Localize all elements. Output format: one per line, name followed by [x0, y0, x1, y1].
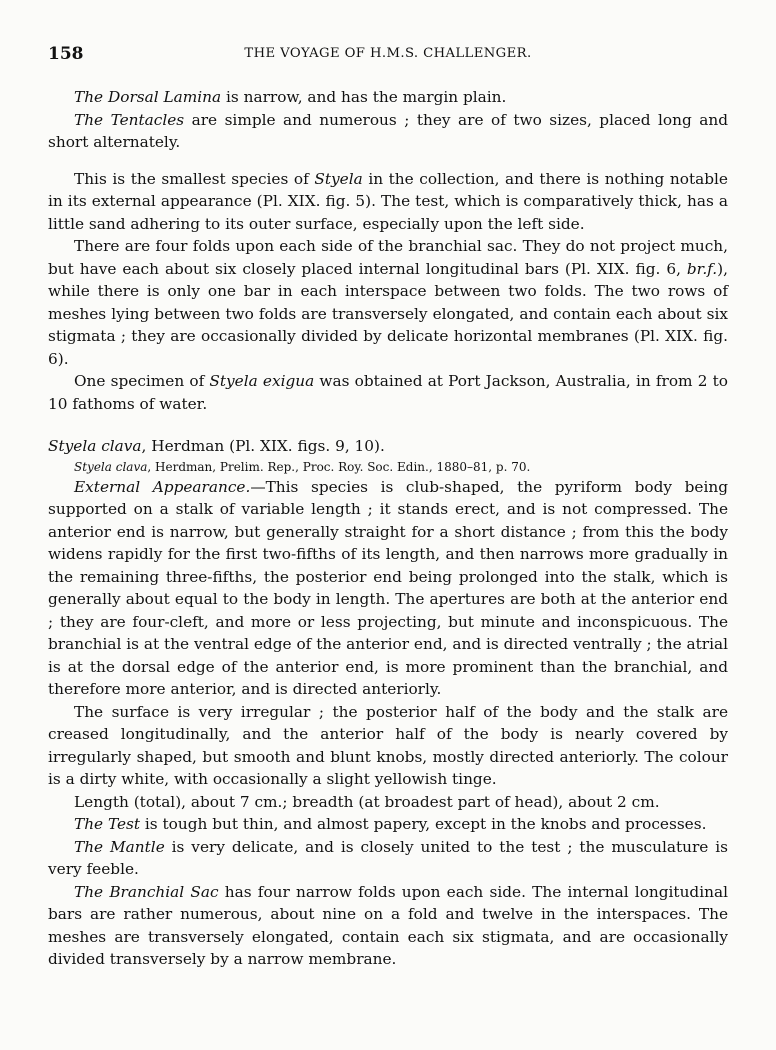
run-in-heading: The Tentacles — [74, 110, 185, 129]
run-in-heading: The Dorsal Lamina — [74, 88, 222, 106]
run-in-heading: External Appearance. — [74, 477, 251, 496]
body-text — [48, 86, 728, 971]
paragraph-text: This is the smallest species of — [74, 169, 315, 188]
species-heading — [48, 435, 728, 458]
paragraph-tentacles — [48, 109, 728, 154]
paragraph-text: is very delicate, and is closely united to the test ; the musculature is very feeble. — [48, 837, 728, 878]
page-number: 158 — [48, 44, 84, 64]
citation — [48, 458, 728, 476]
paragraph-text: are simple and numerous ; they are of two sizes, placed long and short alternately. — [48, 110, 728, 151]
citation-text: , Herdman, Prelim. Rep., Proc. Roy. Soc. Edin., 1880–81, p. 70. — [147, 459, 531, 474]
paragraph-text: The surface is very irregular ; the posterior half of the body and the stalk are creased longitudinally, and the anterior half of the body is nearly covered by irregularly shaped, but smooth and blunt knobs, mostly directed anteriorly. The colour is a dirty white, with occasionally a slight yellowish tinge. — [48, 702, 728, 788]
heading-text: , Herdman (Pl. XIX. figs. 9, 10). — [141, 437, 385, 455]
paragraph-specimen — [48, 370, 728, 415]
paragraph-text: is narrow, and has the margin plain. — [221, 88, 507, 106]
paragraph-branchial-sac — [48, 881, 728, 971]
paragraph-test — [48, 813, 728, 836]
paragraph-text: —This species is club-shaped, the pyriform body being supported on a stalk of variable length ; it stands erect, and is not compressed. The anterior end is narrow, but generally straight for a short distance ; from this the body widens rapidly for the first two-fifths of its length, and then narrows more gradually in the remaining three-fifths, the posterior end being prolonged into the stalk, which is generally about equal to the body in length. The apertures are both at the anterior end ; they are four-cleft, and more or less projecting, but minute and inconspicuous. The branchial is at the ventral edge of the anterior end, and is directed ventrally ; the atrial is at the dorsal edge of the anterior end, is more prominent than the branchial, and therefore more anterior, and is directed anteriorly. — [48, 477, 728, 698]
paragraph-text: ), while there is only one bar in each interspace between two folds. The two rows of meshes lying between two folds are transversely elongated, and contain each about six stigmata ; they are occasionally divided by delicate horizontal membranes (Pl. XIX. fig. 6). — [48, 259, 728, 368]
paragraph-text: was obtained at Port Jackson, Australia, in from 2 to 10 fathoms of water. — [48, 372, 728, 413]
run-in-heading: The Branchial Sac — [74, 882, 219, 901]
paragraph-text: is tough but thin, and almost papery, except in the knobs and processes. — [140, 815, 707, 833]
paragraph-text: in the collection, and there is nothing notable in its external appearance (Pl. XIX. fig. 5). The test, which is comparatively thick, has a little sand adhering to its outer surface, especially upon the left side. — [48, 169, 728, 233]
paragraph-dorsal-lamina — [48, 86, 728, 109]
figure-label: br.f. — [686, 259, 718, 278]
taxon-name: Styela — [314, 169, 363, 188]
spacer — [48, 415, 728, 435]
paragraph-text: There are four folds upon each side of the branchial sac. They do not project much, but have each about six closely placed internal longitudinal bars (Pl. XIX. fig. 6, — [48, 237, 728, 278]
spacer — [48, 154, 728, 168]
paragraph-text: One specimen of — [74, 372, 210, 390]
paragraph-external-appearance — [48, 476, 728, 701]
page-header — [48, 44, 728, 68]
paragraph-smallest-species — [48, 168, 728, 236]
running-title: THE VOYAGE OF H.M.S. CHALLENGER. — [244, 46, 532, 61]
run-in-heading: The Test — [74, 815, 141, 833]
paragraph-folds — [48, 235, 728, 370]
paragraph-text: has four narrow folds upon each side. The internal longitudinal bars are rather numerous, about nine on a fold and twelve in the interspaces. The meshes are transversely elongated, contain each six stigmata, and are occasionally divided transversely by a narrow membrane. — [48, 882, 728, 968]
paragraph-surface — [48, 701, 728, 791]
paragraph-mantle — [48, 836, 728, 881]
taxon-name: Styela clava — [74, 459, 148, 474]
paragraph-text: Length (total), about 7 cm.; breadth (at broadest part of head), about 2 cm. — [74, 792, 660, 811]
taxon-name: Styela clava — [48, 437, 142, 455]
paragraph-dimensions — [48, 791, 728, 814]
taxon-name: Styela exigua — [209, 372, 315, 390]
run-in-heading: The Mantle — [74, 837, 165, 856]
